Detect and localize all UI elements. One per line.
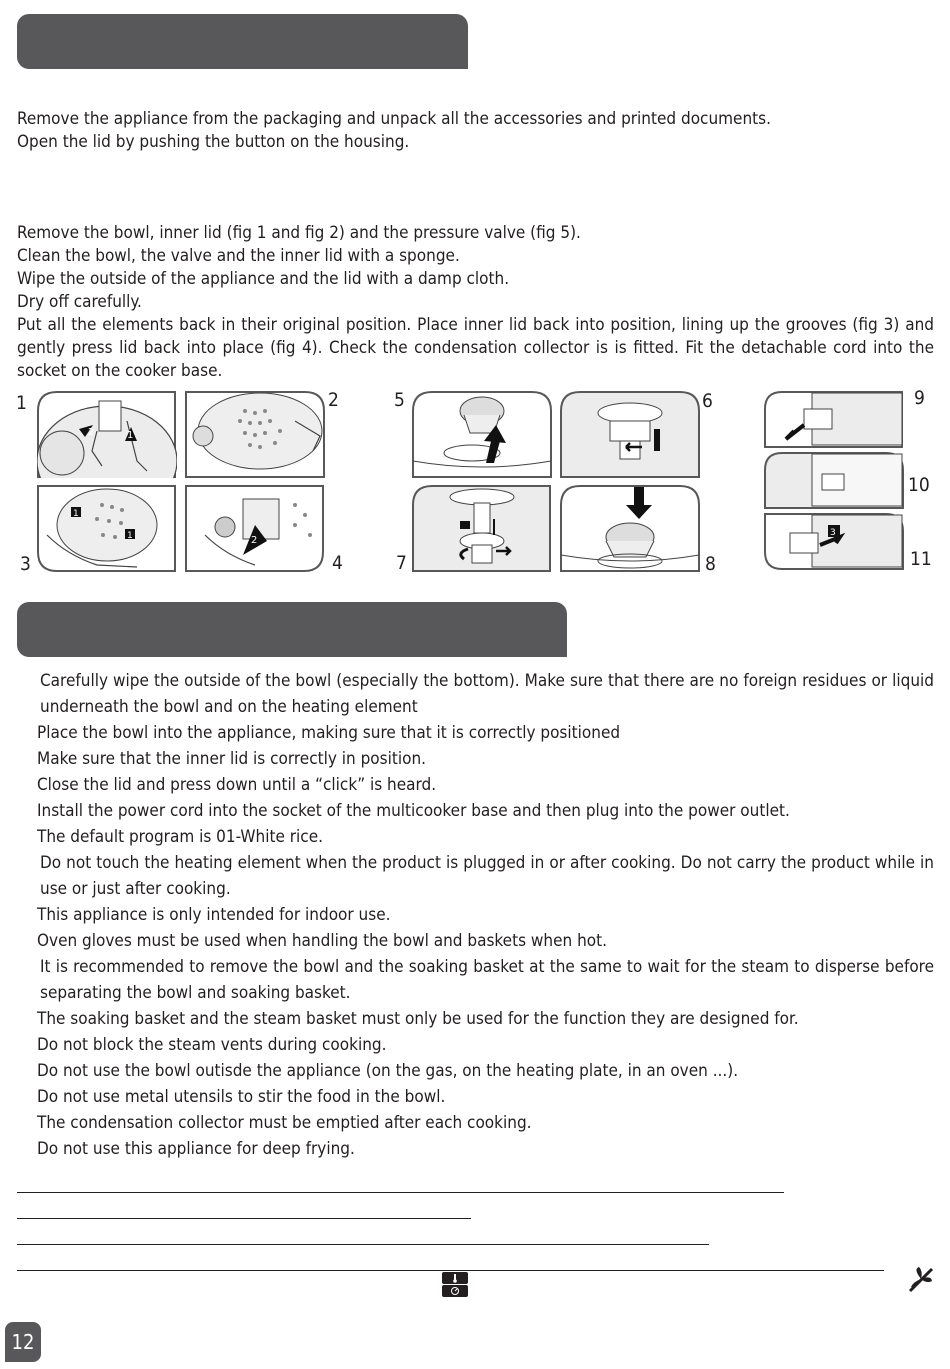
figure-11-refit-collector	[764, 513, 904, 570]
figure-3-align-grooves	[37, 485, 177, 572]
figure-9-remove-collector	[764, 391, 904, 448]
figure-2-inner-lid	[185, 391, 325, 478]
svg-text:3: 3	[830, 528, 836, 538]
list-item: It is recommended to remove the bowl and the soaking basket at the same to wait for the steam to disperse before separating the bowl and soaking basket.	[40, 957, 934, 1003]
intro-line-2: Open the lid by pushing the button on the housing.	[17, 132, 410, 152]
figure-1-remove-inner-lid	[37, 391, 177, 478]
fig-number-11: 11	[910, 548, 932, 570]
divider-line-2	[17, 1218, 471, 1219]
section-header-bar-1	[17, 14, 468, 69]
list-item: Do not touch the heating element when the product is plugged in or after cooking. Do not carry the product while in use or just after cooking.	[40, 853, 934, 899]
fig-number-9: 9	[914, 387, 925, 409]
list-item: The soaking basket and the steam basket must only be used for the function they are designed for.	[37, 1009, 799, 1029]
fig-number-3: 3	[20, 553, 31, 575]
list-item: Install the power cord into the socket of the multicooker base and then plug into the power outlet.	[37, 801, 790, 821]
list-item: Carefully wipe the outside of the bowl (especially the bottom). Make sure that there are no foreign residues or liquid underneath the bowl and on the heating element	[40, 671, 934, 717]
safety-instructions-list	[37, 668, 934, 1162]
figure-5-remove-valve	[412, 391, 552, 478]
list-item: Place the bowl into the appliance, making sure that it is correctly positioned	[37, 723, 621, 743]
figure-10-empty-collector	[764, 452, 904, 509]
cleaning-line-1: Remove the bowl, inner lid (fig 1 and fig 2) and the pressure valve (fig 5).	[17, 223, 581, 243]
list-item: This appliance is only intended for indoor use.	[37, 905, 391, 925]
list-item: Oven gloves must be used when handling the bowl and baskets when hot.	[37, 931, 607, 951]
svg-text:1: 1	[127, 430, 134, 441]
divider-line-4	[17, 1270, 884, 1271]
list-item: Close the lid and press down until a “click” is heard.	[37, 775, 437, 795]
cleaning-line-2: Clean the bowl, the valve and the inner lid with a sponge.	[17, 246, 460, 266]
svg-text:1: 1	[127, 531, 133, 541]
thermometer-icon	[442, 1272, 468, 1284]
fig-number-10: 10	[908, 474, 930, 496]
cleaning-line-4: Dry off carefully.	[17, 292, 142, 312]
timer-icon	[442, 1285, 468, 1297]
list-item: The default program is 01-White rice.	[37, 827, 323, 847]
list-item: Do not use the bowl outisde the appliance (on the gas, on the heating plate, in an oven ...).	[37, 1061, 739, 1081]
fig-number-4: 4	[332, 552, 343, 574]
figure-8-refit-valve	[560, 485, 700, 572]
fig-number-7: 7	[396, 552, 407, 574]
figure-4-press-lid	[185, 485, 325, 572]
divider-line-1	[17, 1192, 784, 1193]
fig-number-2: 2	[328, 389, 339, 411]
svg-text:2: 2	[251, 535, 258, 546]
no-fan-icon	[907, 1265, 935, 1293]
divider-line-3	[17, 1244, 709, 1245]
cleaning-line-5: Put all the elements back in their original position. Place inner lid back into position, lining up the grooves (fig 3) and gently press lid back into place (fig 4). Check the condensation collector is is fitted. Fit the detachable cord into the socket on the cooker base.	[17, 315, 934, 381]
fig-number-8: 8	[705, 553, 716, 575]
svg-text:2: 2	[88, 427, 95, 438]
svg-text:1: 1	[73, 509, 79, 519]
list-item: Make sure that the inner lid is correctly in position.	[37, 749, 426, 769]
intro-text	[17, 108, 934, 154]
figure-6-valve-parts	[560, 391, 700, 478]
fig-number-5: 5	[394, 389, 405, 411]
intro-line-1: Remove the appliance from the packaging and unpack all the accessories and printed documents.	[17, 109, 771, 129]
list-item: Do not use metal utensils to stir the food in the bowl.	[37, 1087, 446, 1107]
cleaning-text	[17, 222, 934, 383]
list-item: The condensation collector must be emptied after each cooking.	[37, 1113, 532, 1133]
fig-number-6: 6	[702, 390, 713, 412]
list-item: Do not use this appliance for deep frying.	[37, 1139, 355, 1159]
list-item: Do not block the steam vents during cooking.	[37, 1035, 387, 1055]
figure-7-reassemble-valve	[412, 485, 552, 572]
fig-number-1: 1	[16, 392, 27, 414]
page-number: 12	[5, 1322, 41, 1362]
section-header-bar-2	[17, 602, 567, 657]
cleaning-line-3: Wipe the outside of the appliance and the lid with a damp cloth.	[17, 269, 510, 289]
